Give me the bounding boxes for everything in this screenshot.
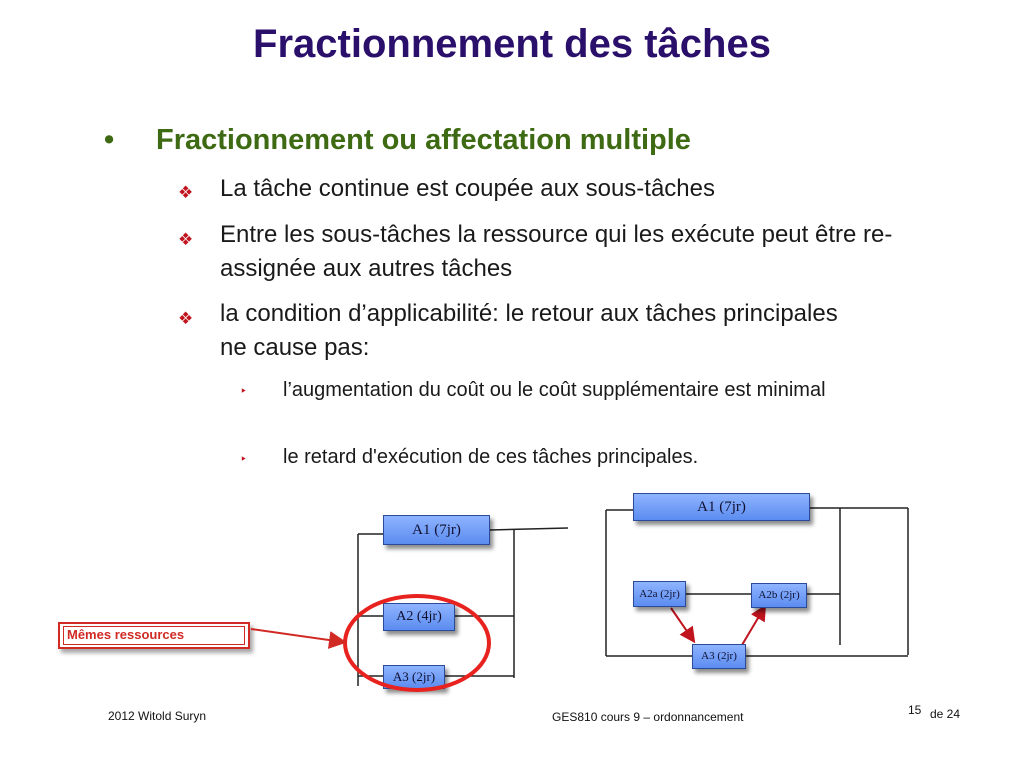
callout-label: Mêmes ressources [63, 626, 245, 645]
sub-bullet-text: la condition d’applicabilité: le retour aux tâches principales ne cause pas: [220, 300, 838, 361]
footer-course-topic: ordonnancement [653, 710, 744, 724]
arrow-bullet-icon: ‣ [240, 384, 248, 398]
task-box-a3-left: A3 (2jr) [383, 665, 445, 689]
page-total: de 24 [930, 707, 961, 721]
diamond-bullet-icon: ❖ [178, 309, 194, 328]
subsub-bullet-text: le retard d'exécution de ces tâches principales. [283, 446, 699, 468]
arrow-bullet-icon: ‣ [240, 452, 248, 466]
page-number: 15 [908, 703, 922, 717]
task-box-a2-left: A2 (4jr) [383, 603, 455, 631]
task-box-a1-right: A1 (7jr) [633, 493, 810, 521]
task-box-a2a-right: A2a (2jr) [633, 581, 686, 607]
footer-course [552, 710, 743, 724]
main-bullet-text: Fractionnement ou affectation multiple [156, 124, 691, 156]
sub-bullet-text: Entre les sous-tâches la ressource qui les exécute peut être re-assignée aux autres tâches [220, 221, 893, 282]
bullet-dot: • [104, 124, 115, 156]
footer-course-code: GES810 cours 9 – [552, 710, 654, 724]
sub-bullet-text: La tâche continue est coupée aux sous-tâches [220, 175, 715, 202]
subsub-bullet-text: l’augmentation du coût ou le coût supplémentaire est minimal [283, 379, 826, 401]
diamond-bullet-icon: ❖ [178, 230, 194, 249]
footer-author: 2012 Witold Suryn [108, 709, 207, 723]
task-box-a3-right: A3 (2jr) [692, 644, 746, 669]
diamond-bullet-icon: ❖ [178, 183, 194, 202]
slide-title: Fractionnement des tâches [253, 22, 771, 66]
task-box-a1-left: A1 (7jr) [383, 515, 490, 545]
task-box-a2b-right: A2b (2jr) [751, 583, 807, 608]
